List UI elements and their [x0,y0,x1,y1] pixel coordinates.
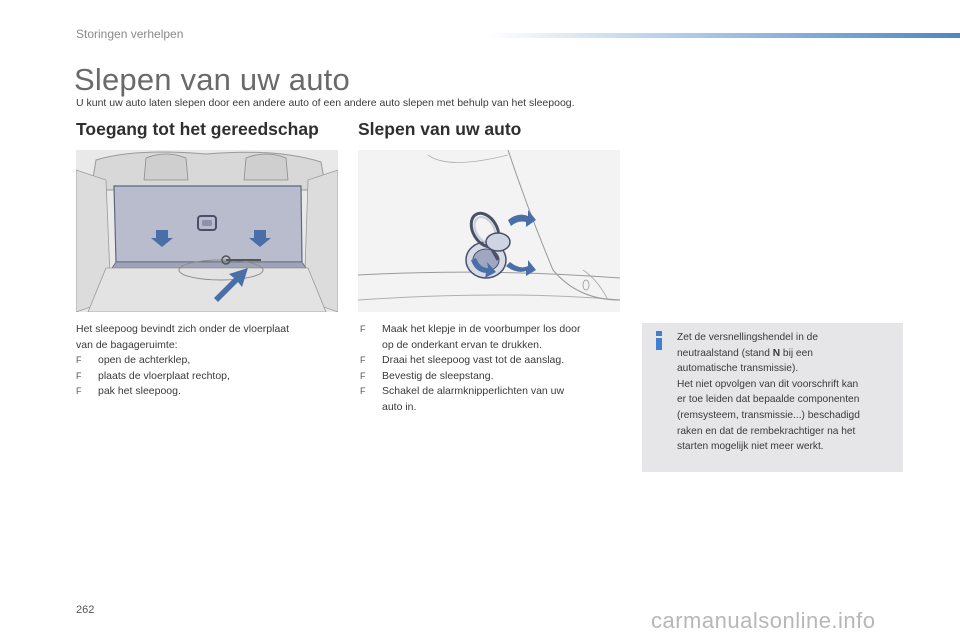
info-line: er toe leiden dat bepaalde componenten [677,394,860,406]
list-item [360,384,630,415]
page-title: Slepen van uw auto [74,62,350,97]
tool-access-paragraph-line: van de bagageruimte: [76,338,178,351]
list-item [76,353,346,369]
bullet-mark: F [360,386,366,396]
info-line-part: neutraalstand (stand [677,347,773,359]
heading-tool-access: Toegang tot het gereedschap [76,119,319,139]
towing-steps-text [360,322,630,415]
info-line: Het niet opvolgen van dit voorschrift kan [677,378,859,390]
bullet-mark: F [360,324,366,334]
tool-access-paragraph-line: Het sleepoog bevindt zich onder de vloerplaat [76,323,290,335]
list-item-text: Bevestig de sleepstang. [382,369,494,382]
heading-towing: Slepen van uw auto [358,119,522,139]
list-item [360,369,630,385]
list-item-text: Maak het klepje in de voorbumper los door [382,323,581,335]
list-item-text: auto in. [382,400,417,413]
info-line: (remsysteem, transmissie...) beschadigd [677,409,860,421]
bullet-mark: F [360,370,366,381]
info-line: starten mogelijk niet meer werkt. [677,441,824,453]
list-item-text: pak het sleepoog. [98,385,181,397]
section-header: Storingen verhelpen [76,27,184,41]
list-item-text: op de onderkant ervan te drukken. [382,338,542,351]
info-line: automatische transmissie). [677,363,799,375]
bullet-mark: F [360,355,366,365]
intro-text: U kunt uw auto laten slepen door een andere auto of een andere auto slepen met behulp van het sleepoog. [76,97,575,109]
list-item-text: Draai het sleepoog vast tot de aanslag. [382,354,565,366]
info-note-box [642,323,903,472]
illustration-front-bumper-towing-eye [358,150,620,312]
info-line-part: bij een [780,347,813,359]
info-line: raken en dat de rembekrachtiger na het [677,425,856,437]
tool-access-text [76,322,346,400]
watermark: carmanualsonline.info [651,608,876,633]
bullet-mark: F [76,386,82,396]
list-item [360,353,630,369]
gear-position-n: N [772,347,781,359]
illustration-luggage-compartment [76,150,338,312]
list-item [76,384,346,400]
bullet-mark: F [76,355,82,365]
header-decorative-bar [488,33,960,38]
info-note-text [677,330,899,455]
list-item-text: Schakel de alarmknipperlichten van uw [382,385,565,397]
info-line: Zet de versnellingshendel in de [677,332,819,343]
list-item-text: plaats de vloerplaat rechtop, [98,369,230,382]
bullet-mark: F [76,370,82,381]
list-item [360,322,630,353]
list-item [76,369,346,385]
list-item-text: open de achterklep, [98,354,191,366]
info-line [677,346,899,362]
page-number: 262 [76,604,95,616]
info-icon [654,331,664,350]
